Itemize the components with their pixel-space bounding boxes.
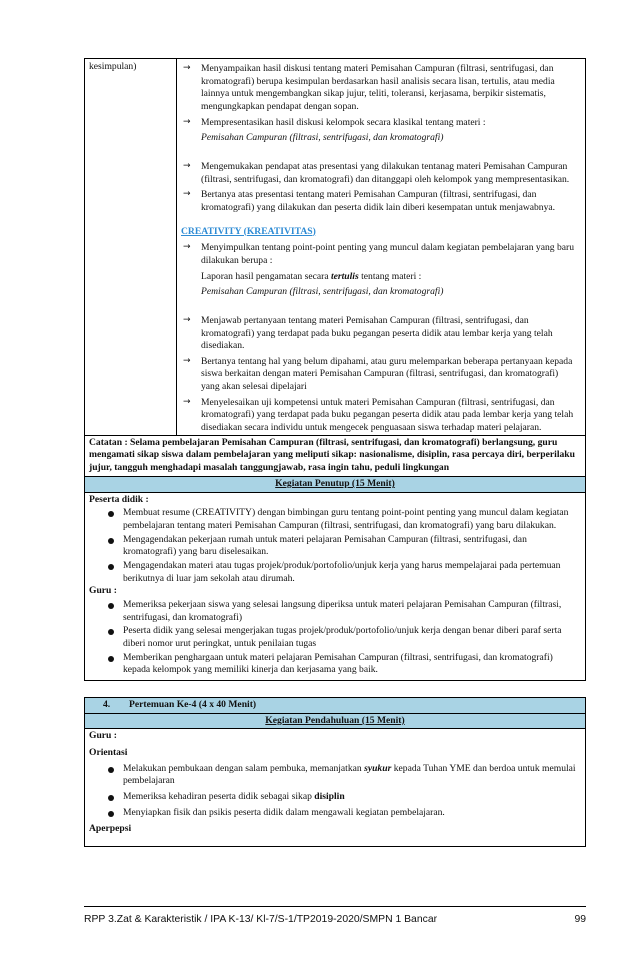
syukur-emphasis: syukur — [364, 762, 392, 774]
arrow-icon: → — [183, 314, 191, 325]
arrow-icon: → — [183, 396, 191, 407]
disiplin-emphasis: disiplin — [314, 790, 345, 802]
list-item: Mengagendakan pekerjaan rumah untuk materi pelajaran Pemisahan Campuran (filtrasi, sentrifugasi, dan kromatografi) yang baru diselesaikan. — [111, 534, 581, 559]
list-item — [181, 189, 579, 214]
footer-text: RPP 3.Zat & Karakteristik / IPA K-13/ Kl-7/S-1/TP2019-2020/SMPN 1 Bancar — [84, 914, 438, 925]
creativity-heading: CREATIVITY (KREATIVITAS) — [181, 225, 316, 237]
guru-label: Guru : — [89, 730, 117, 742]
list-item — [181, 397, 579, 435]
penutup-heading: Kegiatan Penutup (15 Menit) — [85, 477, 586, 493]
list-item: Membuat resume (CREATIVITY) dengan bimbingan guru tentang point-point penting yang muncul dalam kegiatan pembelajaran tentang materi Pemisahan Campuran (filtrasi, sentrifugasi, dan kromatografi) yang baru dilakukan. — [111, 507, 581, 532]
catatan-note: Catatan : Selama pembelajaran Pemisahan Campuran (filtrasi, sentrifugasi, dan kromatografi) berlangsung, guru mengamati sikap siswa dalam pembelajaran yang meliputi sikap: nasionalisme, disiplin, rasa percaya diri, berperilaku jujur, tangguh menghadapi masalah tanggungjawab, rasa ingin tahu, peduli lingkungan — [85, 435, 586, 476]
list-item: Peserta didik yang selesai mengerjakan tugas projek/produk/portofolio/unjuk kerja dengan benar diberi paraf serta diberi nomor urut peringkat, untuk penilaian tugas — [111, 625, 581, 650]
material-title: Pemisahan Campuran (filtrasi, sentrifugasi, dan kromatografi) — [201, 286, 444, 298]
list-item-text: Bertanya atas presentasi tentang materi Pemisahan Campuran (filtrasi, sentrifugasi, dan kromatografi) yang dilakukan dan peserta didik lain diberi kesempatan untuk menjawabnya. — [201, 189, 556, 213]
list-item: Menyiapkan fisik dan psikis peserta didik dalam mengawali kegiatan pembelajaran. — [111, 807, 581, 820]
list-item — [181, 161, 579, 186]
list-item-text: Bertanya tentang hal yang belum dipahami, atau guru melemparkan beberapa pertanyaan kepada siswa berkaitan dengan materi Pemisahan Campuran (filtrasi, sentrifugasi, dan kromatografi) yang akan selesai dipelajari — [201, 355, 573, 393]
laporan-emphasis: tertulis — [330, 270, 359, 282]
guru-list — [111, 599, 581, 677]
list-item: Memberikan penghargaan untuk materi pelajaran Pemisahan Campuran (filtrasi, sentrifugasi, dan kromatografi) kepada kelompok yang memiliki kinerja dan kerjasama yang baik. — [111, 652, 581, 677]
material-title: Pemisahan Campuran (filtrasi, sentrifugasi, dan kromatografi) — [201, 132, 444, 144]
list-item-text: Mengemukakan pendapat atas presentasi yang dilakukan tentanag materi Pemisahan Campuran (filtrasi, sentrifugasi, dan kromatografi) dan ditanggapi oleh kelompok yang mempresentasikan. — [201, 160, 570, 185]
list-item — [181, 117, 579, 130]
list-item — [181, 315, 579, 353]
penutup-body-row — [85, 492, 586, 680]
arrow-icon: → — [183, 355, 191, 366]
list-item: Memeriksa kehadiran peserta didik sebagai sikap disiplin — [111, 791, 581, 804]
list-item-text: Mempresentasikan hasil diskusi kelompok secara klasikal tentang materi : — [201, 116, 486, 128]
list-item — [181, 356, 579, 394]
pendahuluan-body-row — [85, 729, 586, 847]
orientasi-list — [111, 763, 581, 820]
list-item-text: Menyampaikan hasil diskusi tentang materi Pemisahan Campuran (filtrasi, sentrifugasi, dan kromatografi) berupa kesimpulan berdasarkan hasil analisis secara lisan, tertulis, atau media lainnya untuk mengembangkan sikap jujur, teliti, toleransi, kerjasama, berpikir sistematis, mengungkapkan pendapat dengan sopan. — [201, 63, 555, 112]
list-item-text: Menjawab pertanyaan tentang materi Pemisahan Campuran (filtrasi, sentrifugasi, dan kromatografi) yang terdapat pada buku pegangan peserta didik atau lembar kerja yang telah disediakan. — [201, 314, 553, 352]
meeting-head-row — [85, 698, 586, 714]
page-footer — [84, 906, 586, 927]
lesson-table — [84, 58, 586, 681]
meeting-title: Pertemuan Ke-4 (4 x 40 Menit) — [129, 699, 257, 710]
list-item: Melakukan pembukaan dengan salam pembuka, memanjatkan syukur kepada Tuhan YME dan berdoa untuk memulai pembelajaran — [111, 763, 581, 788]
stage-content-cell — [177, 59, 586, 436]
aperpepsi-label: Aperpepsi — [89, 823, 132, 835]
pendahuluan-body — [85, 729, 586, 847]
guru-label: Guru : — [89, 585, 117, 597]
meeting-table — [84, 697, 586, 847]
stage-label-cell: kesimpulan) — [85, 59, 177, 436]
catatan-row — [85, 435, 586, 476]
arrow-icon: → — [183, 116, 191, 127]
arrow-icon: → — [183, 160, 191, 171]
list-item: Memeriksa pekerjaan siswa yang selesai langsung diperiksa untuk materi pelajaran Pemisahan Campuran (filtrasi, sentrifugasi, dan kromatografi) — [111, 599, 581, 624]
list-item — [181, 242, 579, 267]
list-item: Mengagendakan materi atau tugas projek/produk/portofolio/unjuk kerja yang harus mempelajarai pada pertemuan berikutnya di luar jam sekolah atau dirumah. — [111, 560, 581, 585]
orientasi-label: Orientasi — [89, 746, 128, 758]
arrow-icon: → — [183, 242, 191, 253]
penutup-body — [85, 492, 586, 680]
list-item-text: Menyimpulkan tentang point-point penting yang muncul dalam kegiatan pembelajaran yang baru dilakukan berupa : — [201, 242, 574, 266]
list-item-text: Menyelesaikan uji kompetensi untuk materi Pemisahan Campuran (filtrasi, sentrifugasi, dan kromatografi) yang terdapat pada buku pegangan peserta didik atau pada lembar kerja yang telah disediakan secara individu untuk mengecek penguasaan siswa terhadap materi pelajaran. — [201, 396, 574, 434]
meeting-number: 4. — [103, 699, 111, 710]
list-item — [181, 63, 579, 114]
arrow-icon: → — [183, 63, 191, 73]
document-page — [84, 58, 586, 847]
pendahuluan-heading-row — [85, 713, 586, 729]
arrow-icon: → — [183, 189, 191, 200]
meeting-heading — [85, 698, 586, 714]
pendahuluan-heading: Kegiatan Pendahuluan (15 Menit) — [85, 713, 586, 729]
peserta-label: Peserta didik : — [89, 493, 149, 505]
page-number: 99 — [574, 914, 586, 925]
penutup-heading-row — [85, 477, 586, 493]
laporan-line: Laporan hasil pengamatan secara tertulis tentang materi : — [201, 270, 422, 282]
peserta-list — [111, 507, 581, 585]
kesimpulan-row — [85, 59, 586, 436]
